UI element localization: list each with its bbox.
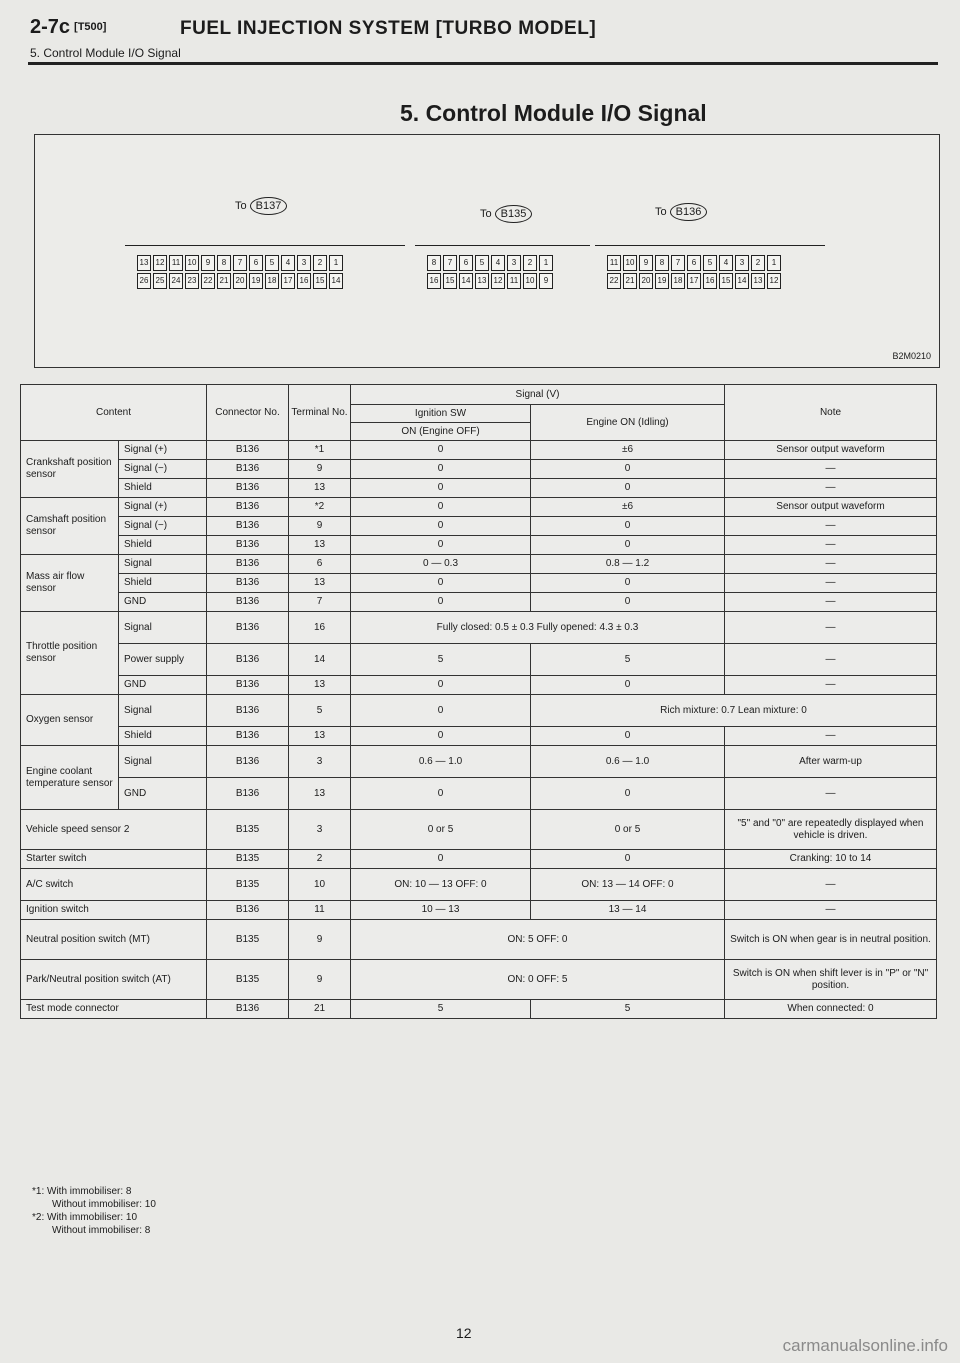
pin: 7 bbox=[233, 255, 247, 271]
table-row bbox=[21, 727, 937, 746]
engine-on-value: 0 bbox=[531, 574, 725, 593]
pin-row-b137-top bbox=[137, 255, 343, 271]
note: — bbox=[725, 574, 937, 593]
engine-off-value: 0 bbox=[351, 574, 531, 593]
pin: 14 bbox=[329, 273, 343, 289]
connector-outline-b136 bbox=[595, 245, 825, 246]
pin: 1 bbox=[329, 255, 343, 271]
pin: 17 bbox=[281, 273, 295, 289]
signal-name: Signal bbox=[119, 555, 207, 574]
note: — bbox=[725, 479, 937, 498]
engine-on-value: 5 bbox=[531, 644, 725, 676]
note: — bbox=[725, 555, 937, 574]
terminal-no: 11 bbox=[289, 901, 351, 920]
pin: 5 bbox=[265, 255, 279, 271]
signal-name: Signal bbox=[119, 612, 207, 644]
pin-row-b135-top bbox=[427, 255, 553, 271]
note: After warm-up bbox=[725, 746, 937, 778]
pin: 22 bbox=[607, 273, 621, 289]
footnote: Without immobiliser: 8 bbox=[52, 1225, 151, 1236]
pin: 10 bbox=[185, 255, 199, 271]
pin-row-b136-bottom bbox=[607, 273, 781, 289]
engine-off-value: 0 bbox=[351, 517, 531, 536]
header-signal: Signal (V) bbox=[351, 385, 725, 405]
note: Cranking: 10 to 14 bbox=[725, 850, 937, 869]
section-title: 5. Control Module I/O Signal bbox=[400, 100, 707, 126]
terminal-no: 13 bbox=[289, 574, 351, 593]
header-terminal: Terminal No. bbox=[289, 385, 351, 441]
table-row bbox=[21, 574, 937, 593]
signal-name: GND bbox=[119, 593, 207, 612]
note: — bbox=[725, 460, 937, 479]
engine-on-value: ±6 bbox=[531, 498, 725, 517]
pin: 1 bbox=[539, 255, 553, 271]
terminal-no: 21 bbox=[289, 1000, 351, 1019]
table-row bbox=[21, 778, 937, 810]
component-name: Test mode connector bbox=[21, 1000, 207, 1019]
header-engine-on: Engine ON (Idling) bbox=[531, 405, 725, 441]
connector-no: B136 bbox=[207, 574, 289, 593]
connector-no: B136 bbox=[207, 644, 289, 676]
signal-name: Signal (+) bbox=[119, 441, 207, 460]
terminal-no: 13 bbox=[289, 727, 351, 746]
terminal-no: 16 bbox=[289, 612, 351, 644]
signal-name: Signal (−) bbox=[119, 517, 207, 536]
footnote: Without immobiliser: 10 bbox=[52, 1199, 156, 1210]
signal-name: Signal (−) bbox=[119, 460, 207, 479]
table-row bbox=[21, 593, 937, 612]
pin: 8 bbox=[217, 255, 231, 271]
component-name: Mass air flow sensor bbox=[21, 555, 119, 612]
connector-no: B135 bbox=[207, 869, 289, 901]
pin: 15 bbox=[443, 273, 457, 289]
pin: 13 bbox=[751, 273, 765, 289]
note: — bbox=[725, 869, 937, 901]
terminal-no: 13 bbox=[289, 676, 351, 695]
connector-circle-b135: B135 bbox=[495, 205, 533, 223]
connector-diagram bbox=[34, 134, 940, 368]
note: — bbox=[725, 727, 937, 746]
signal-name: Power supply bbox=[119, 644, 207, 676]
engine-off-value: 0 bbox=[351, 778, 531, 810]
engine-off-value: 0 bbox=[351, 536, 531, 555]
signal-name: Shield bbox=[119, 479, 207, 498]
terminal-no: 2 bbox=[289, 850, 351, 869]
connector-no: B136 bbox=[207, 479, 289, 498]
page-header-title: FUEL INJECTION SYSTEM [TURBO MODEL] bbox=[180, 18, 597, 39]
connector-no: B136 bbox=[207, 778, 289, 810]
table-row bbox=[21, 555, 937, 574]
note: Switch is ON when gear is in neutral position. bbox=[725, 920, 937, 960]
pin: 16 bbox=[427, 273, 441, 289]
pin: 10 bbox=[623, 255, 637, 271]
pin: 7 bbox=[443, 255, 457, 271]
terminal-no: 10 bbox=[289, 869, 351, 901]
footnote: *1: With immobiliser: 8 bbox=[32, 1186, 132, 1197]
pin: 25 bbox=[153, 273, 167, 289]
pin: 20 bbox=[233, 273, 247, 289]
engine-off-value: 0 bbox=[351, 850, 531, 869]
note: — bbox=[725, 901, 937, 920]
terminal-no: 13 bbox=[289, 778, 351, 810]
engine-off-value: 0 bbox=[351, 593, 531, 612]
pin: 14 bbox=[735, 273, 749, 289]
connector-no: B135 bbox=[207, 960, 289, 1000]
table-row bbox=[21, 612, 937, 644]
table-row bbox=[21, 810, 937, 850]
component-name: A/C switch bbox=[21, 869, 207, 901]
pin: 3 bbox=[507, 255, 521, 271]
pin: 17 bbox=[687, 273, 701, 289]
header-content: Content bbox=[21, 385, 207, 441]
pin: 2 bbox=[313, 255, 327, 271]
engine-on-value: 0 bbox=[531, 479, 725, 498]
footnote: *2: With immobiliser: 10 bbox=[32, 1212, 138, 1223]
signal-name: Shield bbox=[119, 727, 207, 746]
connector-outline-b137 bbox=[125, 245, 405, 246]
pin: 12 bbox=[767, 273, 781, 289]
engine-on-value: 0 bbox=[531, 727, 725, 746]
pin: 26 bbox=[137, 273, 151, 289]
pin: 20 bbox=[639, 273, 653, 289]
pin: 11 bbox=[507, 273, 521, 289]
pin: 19 bbox=[655, 273, 669, 289]
table-row bbox=[21, 536, 937, 555]
connector-label-b135: To B135 bbox=[480, 205, 532, 223]
table-row bbox=[21, 1000, 937, 1019]
header-connector: Connector No. bbox=[207, 385, 289, 441]
pin: 12 bbox=[153, 255, 167, 271]
terminal-no: 5 bbox=[289, 695, 351, 727]
table-row bbox=[21, 460, 937, 479]
connector-no: B136 bbox=[207, 555, 289, 574]
connector-no: B136 bbox=[207, 441, 289, 460]
note: Sensor output waveform bbox=[725, 498, 937, 517]
engine-on-value: 0 bbox=[531, 460, 725, 479]
pin: 18 bbox=[265, 273, 279, 289]
engine-off-value: 0 bbox=[351, 676, 531, 695]
pin: 13 bbox=[137, 255, 151, 271]
component-name: Starter switch bbox=[21, 850, 207, 869]
engine-off-value: 10 — 13 bbox=[351, 901, 531, 920]
engine-on-value: 0 bbox=[531, 676, 725, 695]
engine-on-value: 0 bbox=[531, 517, 725, 536]
signal-both-value: ON: 0 OFF: 5 bbox=[351, 960, 725, 1000]
component-name: Throttle position sensor bbox=[21, 612, 119, 695]
engine-off-value: ON: 10 — 13 OFF: 0 bbox=[351, 869, 531, 901]
table-row bbox=[21, 441, 937, 460]
signal-name: Signal (+) bbox=[119, 498, 207, 517]
header-note: Note bbox=[725, 385, 937, 441]
terminal-no: *2 bbox=[289, 498, 351, 517]
connector-label-b136: To B136 bbox=[655, 203, 707, 221]
connector-no: B136 bbox=[207, 1000, 289, 1019]
pin-row-b136-top bbox=[607, 255, 781, 271]
engine-on-value: 0.6 — 1.0 bbox=[531, 746, 725, 778]
pin: 12 bbox=[491, 273, 505, 289]
component-name: Camshaft position sensor bbox=[21, 498, 119, 555]
note: — bbox=[725, 676, 937, 695]
pin-row-b135-bottom bbox=[427, 273, 553, 289]
note: — bbox=[725, 644, 937, 676]
engine-off-value: 0 bbox=[351, 695, 531, 727]
engine-on-value: ON: 13 — 14 OFF: 0 bbox=[531, 869, 725, 901]
connector-no: B136 bbox=[207, 517, 289, 536]
terminal-no: 9 bbox=[289, 460, 351, 479]
terminal-no: 6 bbox=[289, 555, 351, 574]
pin: 6 bbox=[249, 255, 263, 271]
terminal-no: 7 bbox=[289, 593, 351, 612]
table-row bbox=[21, 746, 937, 778]
note: — bbox=[725, 778, 937, 810]
pin: 19 bbox=[249, 273, 263, 289]
connector-no: B136 bbox=[207, 460, 289, 479]
section-code: 2-7c [T500] bbox=[30, 16, 107, 38]
table-row bbox=[21, 644, 937, 676]
engine-on-value: 13 — 14 bbox=[531, 901, 725, 920]
page-number: 12 bbox=[456, 1325, 472, 1341]
pin-row-b137-bottom bbox=[137, 273, 343, 289]
pin: 13 bbox=[475, 273, 489, 289]
terminal-no: *1 bbox=[289, 441, 351, 460]
signal-name: GND bbox=[119, 676, 207, 695]
pin: 5 bbox=[703, 255, 717, 271]
connector-no: B135 bbox=[207, 850, 289, 869]
engine-off-value: 5 bbox=[351, 1000, 531, 1019]
io-signal-table bbox=[20, 384, 937, 1019]
pin: 6 bbox=[459, 255, 473, 271]
header-ignition: Ignition SW bbox=[351, 405, 531, 423]
connector-no: B136 bbox=[207, 676, 289, 695]
pin: 6 bbox=[687, 255, 701, 271]
pin: 4 bbox=[719, 255, 733, 271]
pin: 3 bbox=[735, 255, 749, 271]
engine-on-value: 0 bbox=[531, 593, 725, 612]
pin: 18 bbox=[671, 273, 685, 289]
note: "5" and "0" are repeatedly displayed when vehicle is driven. bbox=[725, 810, 937, 850]
terminal-no: 9 bbox=[289, 517, 351, 536]
watermark: carmanualsonline.info bbox=[782, 1336, 948, 1355]
engine-on-value: 5 bbox=[531, 1000, 725, 1019]
pin: 11 bbox=[169, 255, 183, 271]
pin: 10 bbox=[523, 273, 537, 289]
model-code: [T500] bbox=[74, 21, 107, 33]
connector-no: B135 bbox=[207, 810, 289, 850]
table-row bbox=[21, 479, 937, 498]
engine-off-value: 0 bbox=[351, 727, 531, 746]
page-header-subtitle: 5. Control Module I/O Signal bbox=[30, 46, 181, 60]
table-row bbox=[21, 901, 937, 920]
table-row bbox=[21, 920, 937, 960]
pin: 2 bbox=[751, 255, 765, 271]
component-name: Neutral position switch (MT) bbox=[21, 920, 207, 960]
component-name: Vehicle speed sensor 2 bbox=[21, 810, 207, 850]
table-row bbox=[21, 960, 937, 1000]
terminal-no: 13 bbox=[289, 536, 351, 555]
connector-no: B136 bbox=[207, 536, 289, 555]
pin: 9 bbox=[201, 255, 215, 271]
table-row bbox=[21, 869, 937, 901]
connector-no: B136 bbox=[207, 727, 289, 746]
connector-no: B136 bbox=[207, 498, 289, 517]
signal-name: Signal bbox=[119, 746, 207, 778]
note: Sensor output waveform bbox=[725, 441, 937, 460]
engine-off-value: 0 — 0.3 bbox=[351, 555, 531, 574]
signal-name: Signal bbox=[119, 695, 207, 727]
note: — bbox=[725, 517, 937, 536]
connector-no: B136 bbox=[207, 612, 289, 644]
signal-name: GND bbox=[119, 778, 207, 810]
pin: 4 bbox=[491, 255, 505, 271]
engine-off-value: 5 bbox=[351, 644, 531, 676]
signal-name: Shield bbox=[119, 536, 207, 555]
table-row bbox=[21, 695, 937, 727]
pin: 9 bbox=[639, 255, 653, 271]
pin: 5 bbox=[475, 255, 489, 271]
pin: 8 bbox=[427, 255, 441, 271]
pin: 16 bbox=[297, 273, 311, 289]
engine-on-value: 0 bbox=[531, 850, 725, 869]
signal-both-value: Fully closed: 0.5 ± 0.3 Fully opened: 4.3 ± 0.3 bbox=[351, 612, 725, 644]
connector-no: B136 bbox=[207, 695, 289, 727]
note: When connected: 0 bbox=[725, 1000, 937, 1019]
engine-on-value: ±6 bbox=[531, 441, 725, 460]
figure-ref-code: B2M0210 bbox=[892, 351, 931, 361]
table-row bbox=[21, 676, 937, 695]
terminal-no: 3 bbox=[289, 746, 351, 778]
terminal-no: 9 bbox=[289, 960, 351, 1000]
pin: 21 bbox=[217, 273, 231, 289]
connector-no: B136 bbox=[207, 746, 289, 778]
header-rule bbox=[28, 62, 938, 65]
pin: 16 bbox=[703, 273, 717, 289]
pin: 8 bbox=[655, 255, 669, 271]
engine-off-value: 0 or 5 bbox=[351, 810, 531, 850]
pin: 1 bbox=[767, 255, 781, 271]
connector-circle-b137: B137 bbox=[250, 197, 288, 215]
header-engine-off: ON (Engine OFF) bbox=[351, 423, 531, 441]
note: — bbox=[725, 593, 937, 612]
pin: 15 bbox=[719, 273, 733, 289]
engine-on-value: 0 bbox=[531, 536, 725, 555]
component-name: Engine coolant temperature sensor bbox=[21, 746, 119, 810]
table-row bbox=[21, 517, 937, 536]
component-name: Park/Neutral position switch (AT) bbox=[21, 960, 207, 1000]
signal-name: Shield bbox=[119, 574, 207, 593]
connector-label-b137: To B137 bbox=[235, 197, 287, 215]
pin: 11 bbox=[607, 255, 621, 271]
engine-on-value: Rich mixture: 0.7 Lean mixture: 0 bbox=[531, 695, 937, 727]
pin: 3 bbox=[297, 255, 311, 271]
engine-on-value: 0 bbox=[531, 778, 725, 810]
engine-on-value: 0.8 — 1.2 bbox=[531, 555, 725, 574]
engine-off-value: 0 bbox=[351, 441, 531, 460]
connector-no: B135 bbox=[207, 920, 289, 960]
connector-no: B136 bbox=[207, 901, 289, 920]
pin: 7 bbox=[671, 255, 685, 271]
table-row bbox=[21, 850, 937, 869]
note: — bbox=[725, 612, 937, 644]
terminal-no: 13 bbox=[289, 479, 351, 498]
engine-off-value: 0.6 — 1.0 bbox=[351, 746, 531, 778]
terminal-no: 3 bbox=[289, 810, 351, 850]
terminal-no: 9 bbox=[289, 920, 351, 960]
engine-off-value: 0 bbox=[351, 498, 531, 517]
connector-outline-b135 bbox=[415, 245, 590, 246]
table-row bbox=[21, 498, 937, 517]
connector-circle-b136: B136 bbox=[670, 203, 708, 221]
component-name: Ignition switch bbox=[21, 901, 207, 920]
engine-off-value: 0 bbox=[351, 460, 531, 479]
pin: 22 bbox=[201, 273, 215, 289]
connector-no: B136 bbox=[207, 593, 289, 612]
pin: 21 bbox=[623, 273, 637, 289]
pin: 14 bbox=[459, 273, 473, 289]
signal-both-value: ON: 5 OFF: 0 bbox=[351, 920, 725, 960]
pin: 9 bbox=[539, 273, 553, 289]
component-name: Crankshaft position sensor bbox=[21, 441, 119, 498]
component-name: Oxygen sensor bbox=[21, 695, 119, 746]
engine-off-value: 0 bbox=[351, 479, 531, 498]
engine-on-value: 0 or 5 bbox=[531, 810, 725, 850]
note: — bbox=[725, 536, 937, 555]
note: Switch is ON when shift lever is in "P" or "N" position. bbox=[725, 960, 937, 1000]
pin: 24 bbox=[169, 273, 183, 289]
pin: 23 bbox=[185, 273, 199, 289]
pin: 4 bbox=[281, 255, 295, 271]
pin: 15 bbox=[313, 273, 327, 289]
terminal-no: 14 bbox=[289, 644, 351, 676]
pin: 2 bbox=[523, 255, 537, 271]
